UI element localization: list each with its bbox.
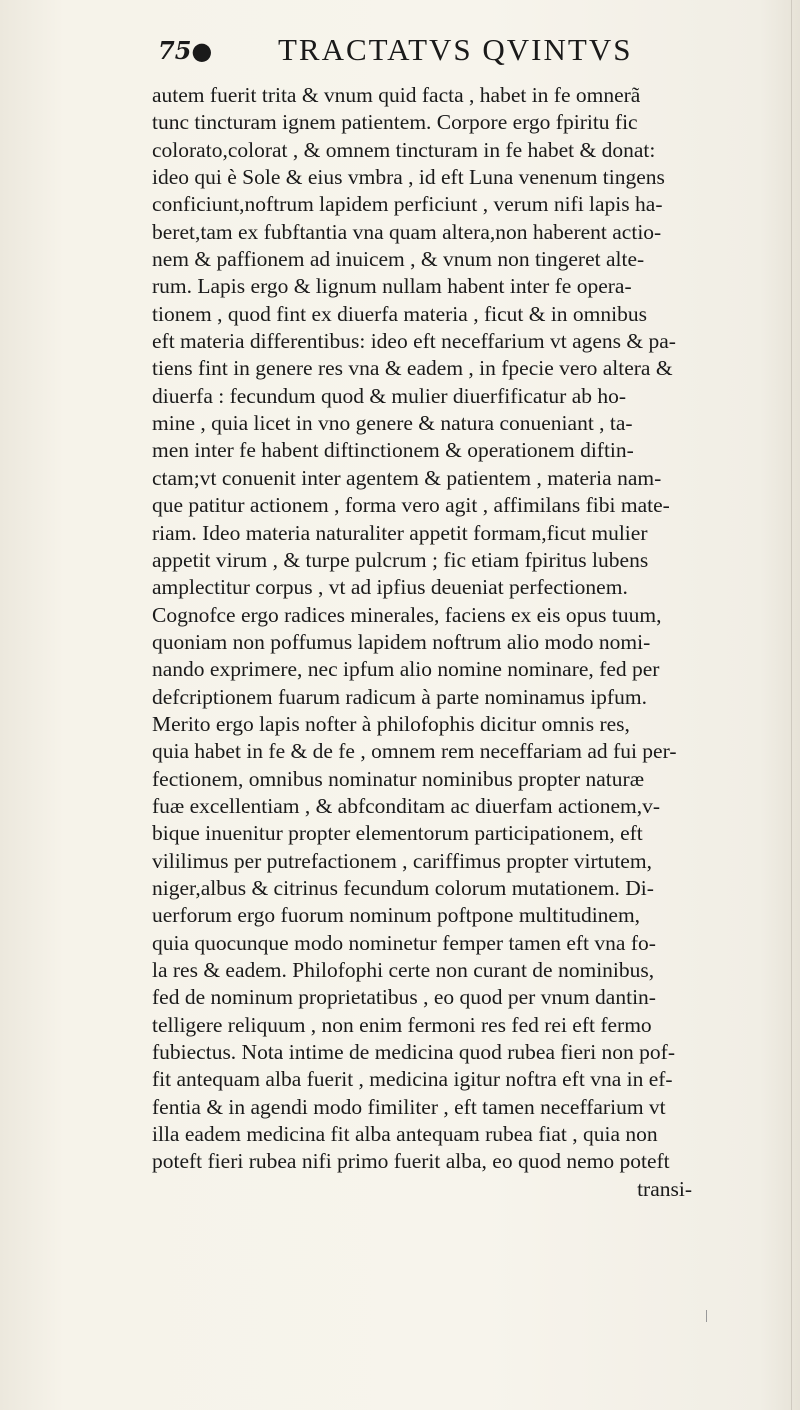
text-line: defcriptionem fuarum radicum à parte nominamus ipfum.: [152, 684, 647, 709]
text-line: vililimus per putrefactionem , cariffimus propter virtutem,: [152, 848, 652, 873]
text-line: fectionem, omnibus nominatur nominibus propter naturæ: [152, 766, 645, 791]
text-line: illa eadem medicina fit alba antequam rubea fiat , quia non: [152, 1122, 658, 1147]
text-line: eft materia differentibus: ideo eft neceffarium vt agens & pa-: [152, 329, 676, 354]
text-line: rum. Lapis ergo & lignum nullam habent inter fe opera-: [152, 274, 632, 299]
page-edge: [791, 0, 792, 1410]
text-line: autem fuerit trita & vnum quid facta , habet in fe omnerã: [152, 83, 641, 107]
text-line: Cognofce ergo radices minerales, faciens ex eis opus tuum,: [152, 602, 662, 627]
text-line: quia habet in fe & de fe , omnem rem neceffariam ad fui per-: [152, 739, 677, 764]
text-line: conficiunt,noftrum lapidem perficiunt , verum nifi lapis ha-: [152, 192, 663, 217]
text-line: ideo qui è Sole & eius vmbra , id eft Luna venenum tingens: [152, 165, 665, 190]
text-line: nando exprimere, nec ipfum alio nomine nominare, fed per: [152, 657, 660, 682]
body-text: [152, 82, 692, 1203]
text-line: tionem , quod fint ex diuerfa materia , ficut & in omnibus: [152, 301, 647, 326]
text-line: appetit virum , & turpe pulcrum ; fic etiam fpiritus lubens: [152, 547, 649, 572]
text-line: Merito ergo lapis nofter à philofophis dicitur omnis res,: [152, 711, 630, 736]
text-line: mine , quia licet in vno genere & natura conueniant , ta-: [152, 411, 633, 436]
text-line: beret,tam ex fubftantia vna quam altera,non haberent actio-: [152, 219, 662, 244]
text-line: que patitur actionem , forma vero agit , affimilans fibi mate-: [152, 493, 670, 518]
text-line: colorato,colorat , & omnem tincturam in fe habet & donat:: [152, 137, 656, 162]
text-line: tiens fint in genere res vna & eadem , in fpecie vero altera &: [152, 356, 673, 381]
page-number: 75●: [158, 36, 213, 65]
text-line: fed de nominum proprietatibus , eo quod per vnum dantin-: [152, 985, 656, 1010]
text-line: fentia & in agendi modo fimiliter , eft tamen neceffarium vt: [152, 1094, 666, 1119]
text-line: uerforum ergo fuorum nominum poftpone multitudinem,: [152, 903, 641, 928]
page-header: [158, 32, 698, 72]
text-line: nem & paffionem ad inuicem , & vnum non tingeret alte-: [152, 247, 645, 272]
text-line: fuæ excellentiam , & abfconditam ac diuerfam actionem,v-: [152, 793, 661, 818]
text-line: fit antequam alba fuerit , medicina igitur noftra eft vna in ef-: [152, 1067, 673, 1092]
text-line: poteft fieri rubea nifi primo fuerit alba, eo quod nemo poteft: [152, 1149, 670, 1174]
text-line: la res & eadem. Philofophi certe non curant de nominibus,: [152, 958, 655, 982]
text-line: telligere reliquum , non enim fermoni res fed rei eft fermo: [152, 1012, 652, 1037]
running-title: TRACTATVS QVINTVS: [278, 32, 633, 67]
text-line: fubiectus. Nota intime de medicina quod rubea fieri non pof-: [152, 1040, 676, 1065]
text-line: diuerfa : fecundum quod & mulier diuerfificatur ab ho-: [152, 383, 627, 408]
text-line: bique inuenitur propter elementorum participationem, eft: [152, 821, 643, 846]
text-line: riam. Ideo materia naturaliter appetit formam,ficut mulier: [152, 520, 648, 545]
text-line: niger,albus & citrinus fecundum colorum mutationem. Di-: [152, 875, 654, 900]
text-line: quoniam non poffumus lapidem noftrum alio modo nomi-: [152, 629, 651, 654]
margin-mark: [706, 1310, 711, 1322]
text-line: men inter fe habent diftinctionem & operationem diftin-: [152, 438, 634, 463]
text-line: quia quocunque modo nominetur femper tamen eft vna fo-: [152, 930, 656, 955]
catchword: transi-: [637, 1176, 692, 1201]
text-line: amplectitur corpus , vt ad ipfius deueniat perfectionem.: [152, 575, 628, 600]
text-line: ctam;vt conuenit inter agentem & patientem , materia nam-: [152, 465, 662, 490]
text-line: tunc tincturam ignem patientem. Corpore ergo fpiritu fic: [152, 110, 638, 135]
